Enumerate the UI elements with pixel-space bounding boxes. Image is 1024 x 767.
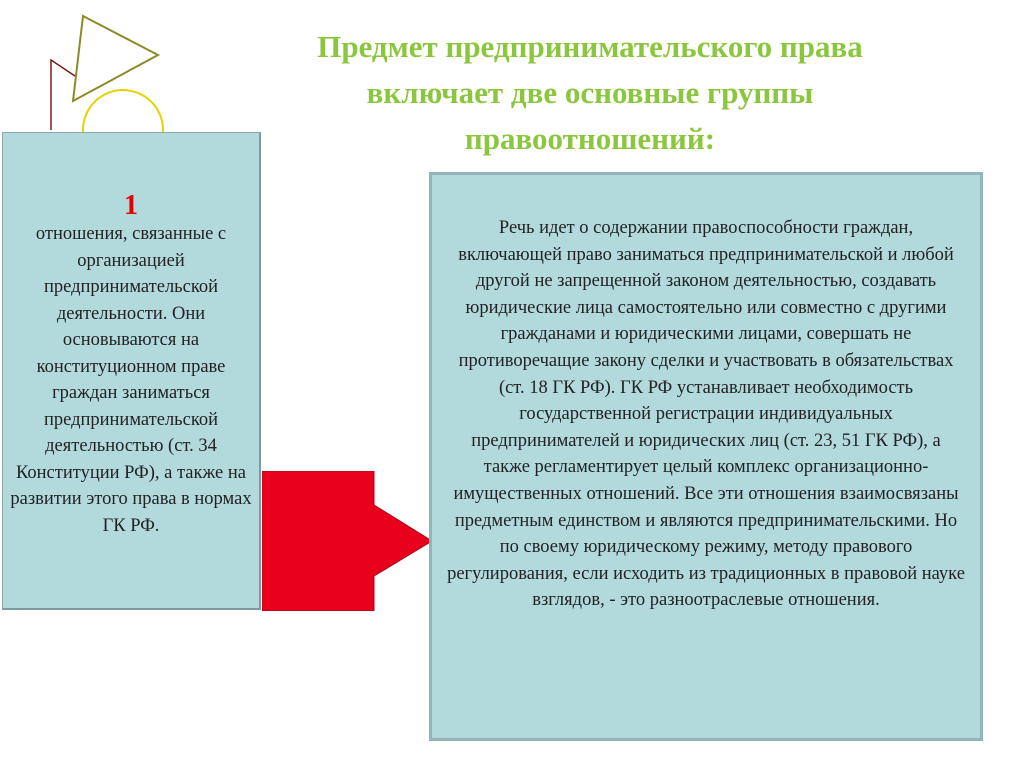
right-arrow-icon: [262, 471, 434, 611]
slide-title-line: Предмет предпринимательского права: [317, 29, 863, 64]
arrow-shape: [262, 471, 432, 611]
slide-title-line: правоотношений:: [464, 121, 716, 156]
slide-title-line: включает две основные группы: [366, 75, 814, 110]
group-detail-text: Речь идет о содержании правоспособности граждан, включающей право заниматься предпринимательской и любой другой не запрещенной законом деятельностью, создавать юридические лица самостоятельно или совместно с другими гражданами и юридическими лицами, совершать не противоречащие закону сделки и участвовать в обязательствах (ст. 18 ГК РФ). ГК РФ устанавливает необходимость государственной регистрации индивидуальных предпринимателей и юридических лиц (ст. 23, 51 ГК РФ), а также регламентирует целый комплекс организационно-имущественных отношений. Все эти отношения взаимосвязаны предметным единством и являются предпринимательскими. Но по своему юридическому режиму, методу правового регулирования, если исходить из традиционных в правовой науке взглядов, - это разноотраслевые отношения.: [447, 218, 965, 611]
slide-title: [200, 24, 980, 162]
group-one-box: [2, 132, 261, 610]
triangle-icon: [73, 16, 158, 101]
decorative-shapes: [0, 0, 200, 140]
group-number: 1: [124, 190, 138, 221]
decor-line: [51, 60, 75, 130]
group-description: отношения, связанные с организацией предпринимательской деятельности. Они основываются на конституционном праве граждан заниматься предпринимательской деятельностью (ст. 34 Конституции РФ), а также на развитии этого права в нормах ГК РФ.: [10, 224, 252, 536]
group-detail-box: [429, 172, 983, 741]
